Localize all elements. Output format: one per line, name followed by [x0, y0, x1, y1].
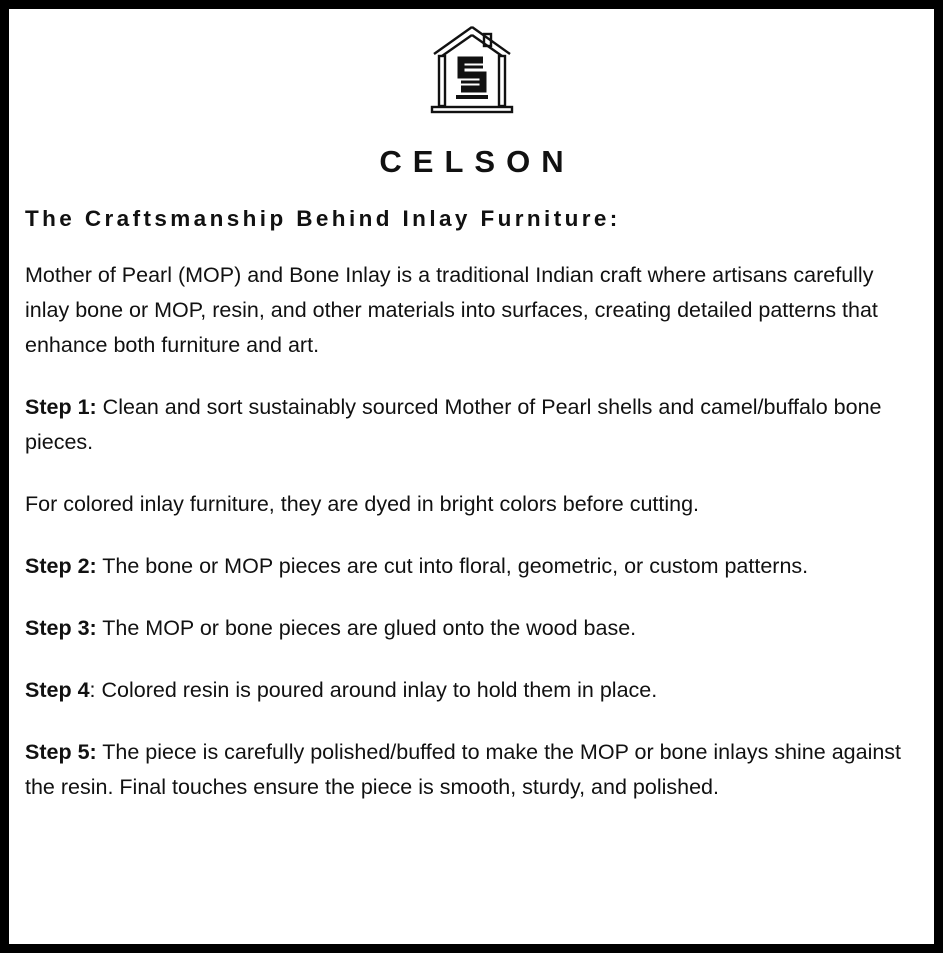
body-copy: [25, 258, 918, 805]
paragraph-intro: [25, 258, 917, 363]
paragraph-step-4: [25, 673, 917, 708]
paragraph-lead: Step 5:: [25, 740, 97, 764]
paragraph-step-1: [25, 390, 917, 460]
paragraph-step-3: [25, 611, 917, 646]
paragraph-text: : Colored resin is poured around inlay to hold them in place.: [89, 678, 658, 702]
paragraph-step-2: [25, 549, 917, 584]
paragraph-lead: Step 3:: [25, 616, 97, 640]
house-monogram-logo-icon: [428, 23, 516, 121]
paragraph-text: Mother of Pearl (MOP) and Bone Inlay is a traditional Indian craft where artisans carefully inlay bone or MOP, resin, and other materials into surfaces, creating detailed patterns that enhance both furniture and art.: [25, 263, 878, 357]
page-title: The Craftsmanship Behind Inlay Furniture:: [25, 206, 621, 231]
paragraph-colored-inlay: [25, 487, 917, 522]
paragraph-step-5: [25, 735, 917, 805]
paragraph-text: The MOP or bone pieces are glued onto the wood base.: [96, 616, 637, 640]
paragraph-text: For colored inlay furniture, they are dyed in bright colors before cutting.: [25, 492, 700, 516]
paragraph-lead: Step 1:: [25, 395, 97, 419]
paragraph-text: The bone or MOP pieces are cut into floral, geometric, or custom patterns.: [96, 554, 809, 578]
brand-name: CELSON: [379, 144, 575, 179]
brand-header: [25, 19, 918, 180]
paragraph-text: The piece is carefully polished/buffed to make the MOP or bone inlays shine against the resin. Final touches ensure the piece is smooth, sturdy, and polished.: [25, 740, 902, 799]
paragraph-text: Clean and sort sustainably sourced Mother of Pearl shells and camel/buffalo bone pieces.: [25, 395, 882, 454]
paragraph-lead: Step 4: [25, 678, 90, 702]
paragraph-lead: Step 2:: [25, 554, 97, 578]
